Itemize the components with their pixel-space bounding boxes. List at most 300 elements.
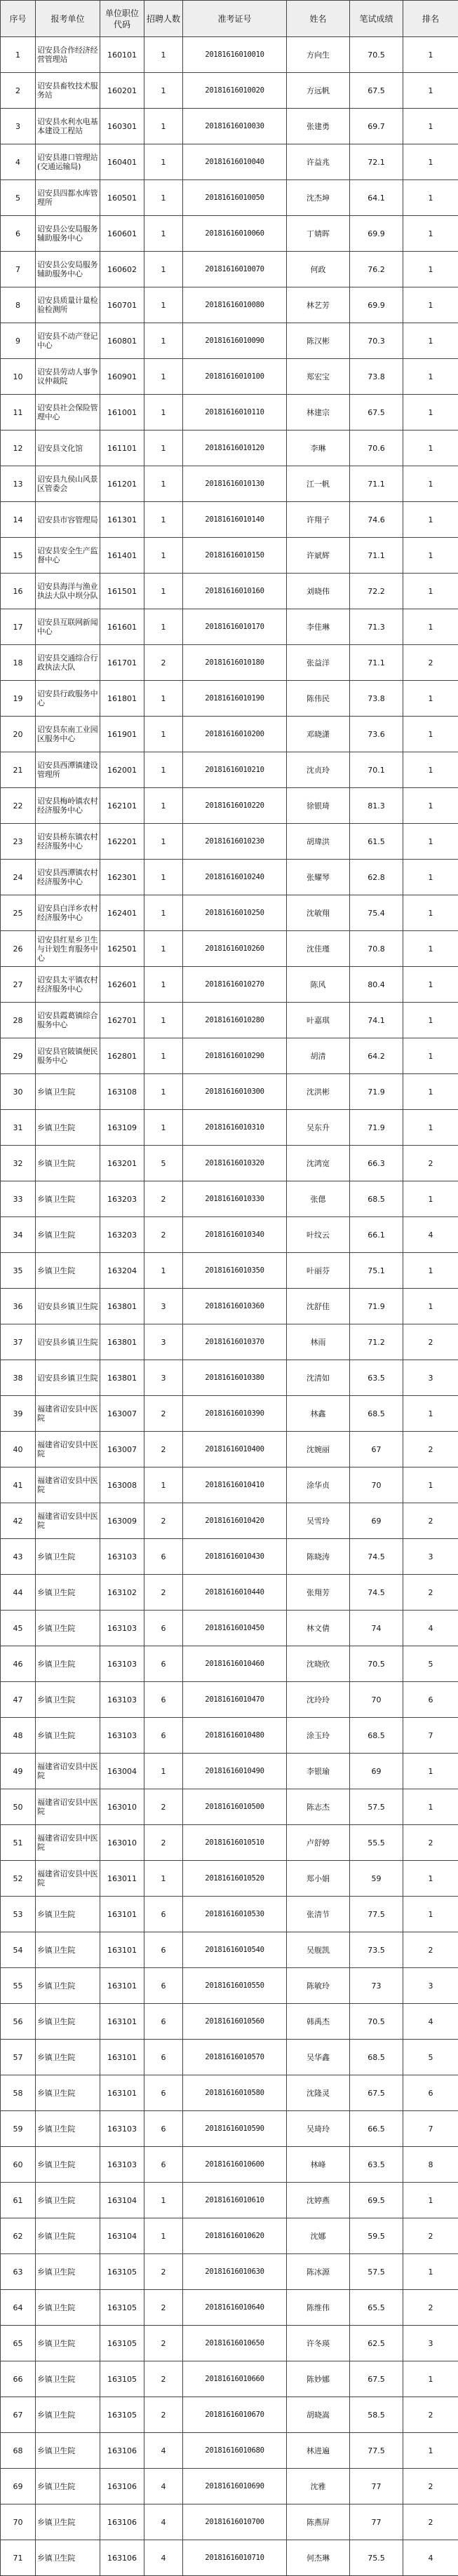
cell-score: 57.5 [350,2254,403,2290]
cell-score: 71.1 [350,538,403,574]
cell-unit: 诏安县乡镇卫生院 [36,1360,100,1396]
cell-rank: 1 [403,538,458,574]
cell-unit: 诏安县安全生产监督中心 [36,538,100,574]
cell-unit: 乡镇卫生院 [36,1646,100,1682]
cell-unit: 诏安县质量计量检验检测所 [36,287,100,323]
cell-rank: 6 [403,2075,458,2111]
cell-seq: 9 [1,323,36,359]
cell-name: 沈舒佳 [287,1289,350,1324]
cell-seq: 34 [1,1217,36,1253]
cell-ticket-no: 20181616010660 [183,2361,287,2397]
cell-unit: 福建省诏安县中医院 [36,1432,100,1467]
table-row [1,824,458,860]
cell-hire-count: 2 [144,1825,183,1861]
cell-seq: 69 [1,2469,36,2504]
cell-hire-count: 2 [144,1181,183,1217]
cell-unit: 乡镇卫生院 [36,2504,100,2540]
cell-ticket-no: 20181616010510 [183,1825,287,1861]
cell-position-code: 160201 [100,73,144,109]
cell-name: 张翔芳 [287,1575,350,1611]
cell-ticket-no: 20181616010610 [183,2183,287,2218]
table-row [1,2290,458,2326]
cell-ticket-no: 20181616010200 [183,717,287,752]
cell-seq: 2 [1,73,36,109]
cell-ticket-no: 20181616010470 [183,1682,287,1718]
cell-hire-count: 4 [144,2433,183,2469]
cell-score: 70.5 [350,2004,403,2040]
cell-position-code: 163103 [100,1718,144,1754]
cell-hire-count: 4 [144,2540,183,2576]
cell-score: 68.5 [350,1396,403,1432]
cell-score: 64.1 [350,180,403,216]
cell-score: 71.1 [350,466,403,502]
table-row [1,395,458,431]
cell-name: 林建宗 [287,395,350,431]
cell-position-code: 163102 [100,1575,144,1611]
cell-position-code: 163101 [100,1932,144,1968]
cell-unit: 乡镇卫生院 [36,1611,100,1646]
cell-name: 陈伟民 [287,681,350,717]
cell-seq: 12 [1,431,36,466]
cell-name: 方远帆 [287,73,350,109]
cell-name: 林进遍 [287,2433,350,2469]
cell-score: 62.8 [350,860,403,895]
cell-name: 何杰琳 [287,2540,350,2576]
cell-name: 沈敏翔 [287,895,350,931]
cell-score: 66.1 [350,1217,403,1253]
cell-ticket-no: 20181616010300 [183,1074,287,1110]
cell-ticket-no: 20181616010250 [183,895,287,931]
cell-position-code: 163106 [100,2433,144,2469]
cell-rank: 3 [403,2326,458,2361]
cell-hire-count: 1 [144,144,183,180]
cell-unit: 乡镇卫生院 [36,1575,100,1611]
cell-score: 68.5 [350,1181,403,1217]
cell-ticket-no: 20181616010450 [183,1611,287,1646]
cell-rank: 2 [403,2218,458,2254]
cell-rank: 1 [403,2433,458,2469]
cell-unit: 福建省诏安县中医院 [36,1825,100,1861]
cell-ticket-no: 20181616010120 [183,431,287,466]
cell-hire-count: 2 [144,1432,183,1467]
cell-name: 李琳 [287,431,350,466]
cell-score: 62.5 [350,2326,403,2361]
table-row [1,1003,458,1038]
cell-seq: 62 [1,2218,36,2254]
cell-score: 74.6 [350,502,403,538]
cell-position-code: 163010 [100,1825,144,1861]
cell-ticket-no: 20181616010310 [183,1110,287,1146]
cell-rank: 1 [403,752,458,788]
cell-name: 沈洪彬 [287,1074,350,1110]
table-row [1,788,458,824]
cell-rank: 1 [403,967,458,1003]
cell-hire-count: 1 [144,2183,183,2218]
cell-unit: 诏安县劳动人事争议仲裁院 [36,359,100,395]
cell-unit: 诏安县交通综合行政执法大队 [36,645,100,681]
cell-seq: 23 [1,824,36,860]
cell-rank: 1 [403,895,458,931]
cell-seq: 13 [1,466,36,502]
cell-name: 林文倩 [287,1611,350,1646]
cell-score: 70.8 [350,931,403,967]
cell-seq: 18 [1,645,36,681]
cell-hire-count: 1 [144,216,183,252]
table-row [1,1754,458,1789]
cell-score: 67.5 [350,2075,403,2111]
cell-rank: 1 [403,1074,458,1110]
table-row [1,109,458,144]
cell-hire-count: 1 [144,323,183,359]
cell-unit: 乡镇卫生院 [36,1110,100,1146]
cell-unit: 诏安县港口管理站(交通运输局) [36,144,100,180]
cell-rank: 1 [403,574,458,609]
cell-rank: 1 [403,1110,458,1146]
cell-score: 69.5 [350,2183,403,2218]
cell-position-code: 161001 [100,395,144,431]
cell-rank: 2 [403,1432,458,1467]
cell-seq: 36 [1,1289,36,1324]
cell-score: 77.5 [350,1897,403,1932]
cell-ticket-no: 20181616010460 [183,1646,287,1682]
cell-score: 70 [350,1682,403,1718]
cell-unit: 乡镇卫生院 [36,1932,100,1968]
cell-score: 80.4 [350,967,403,1003]
cell-rank: 1 [403,1181,458,1217]
cell-position-code: 161501 [100,574,144,609]
cell-rank: 1 [403,824,458,860]
cell-seq: 39 [1,1396,36,1432]
cell-rank: 1 [403,395,458,431]
cell-position-code: 161301 [100,502,144,538]
cell-position-code: 162301 [100,860,144,895]
cell-ticket-no: 20181616010680 [183,2433,287,2469]
table-row [1,2111,458,2147]
cell-unit: 诏安县互联网新闻中心 [36,609,100,645]
cell-ticket-no: 20181616010080 [183,287,287,323]
cell-rank: 2 [403,2397,458,2433]
cell-unit: 诏安县行政服务中心 [36,681,100,717]
cell-position-code: 163203 [100,1181,144,1217]
table-row [1,2433,458,2469]
cell-hire-count: 4 [144,2469,183,2504]
table-row [1,538,458,574]
cell-rank: 2 [403,1575,458,1611]
cell-unit: 诏安县市容管理局 [36,502,100,538]
cell-score: 71.9 [350,1289,403,1324]
cell-unit: 福建省诏安县中医院 [36,1467,100,1503]
cell-name: 沈清如 [287,1360,350,1396]
cell-position-code: 161801 [100,681,144,717]
table-row [1,2361,458,2397]
cell-ticket-no: 20181616010060 [183,216,287,252]
cell-ticket-no: 20181616010440 [183,1575,287,1611]
cell-seq: 57 [1,2040,36,2075]
cell-ticket-no: 20181616010390 [183,1396,287,1432]
cell-hire-count: 6 [144,1539,183,1575]
cell-position-code: 163101 [100,1968,144,2004]
cell-rank: 1 [403,1396,458,1432]
cell-score: 75.4 [350,895,403,931]
cell-seq: 28 [1,1003,36,1038]
cell-name: 郑小娟 [287,1861,350,1897]
cell-rank: 1 [403,109,458,144]
cell-score: 70 [350,1467,403,1503]
table-row [1,1932,458,1968]
cell-hire-count: 1 [144,37,183,73]
cell-ticket-no: 20181616010400 [183,1432,287,1467]
cell-seq: 8 [1,287,36,323]
table-row [1,359,458,395]
cell-name: 林峰 [287,2147,350,2183]
cell-hire-count: 2 [144,1503,183,1539]
cell-name: 徐银琦 [287,788,350,824]
cell-hire-count: 6 [144,2075,183,2111]
cell-unit: 乡镇卫生院 [36,1968,100,2004]
cell-seq: 67 [1,2397,36,2433]
cell-score: 76.2 [350,252,403,287]
cell-ticket-no: 20181616010100 [183,359,287,395]
cell-unit: 诏安县海洋与渔业执法大队中坝分队 [36,574,100,609]
cell-unit: 乡镇卫生院 [36,1682,100,1718]
cell-score: 58.5 [350,2397,403,2433]
cell-score: 69.9 [350,216,403,252]
cell-seq: 19 [1,681,36,717]
cell-name: 陈冰源 [287,2254,350,2290]
cell-name: 陈晓涛 [287,1539,350,1575]
cell-score: 61.5 [350,824,403,860]
cell-ticket-no: 20181616010130 [183,466,287,502]
cell-rank: 1 [403,252,458,287]
cell-ticket-no: 20181616010490 [183,1754,287,1789]
table-body [1,37,458,2576]
cell-seq: 47 [1,1682,36,1718]
cell-position-code: 163101 [100,2004,144,2040]
cell-ticket-no: 20181616010500 [183,1789,287,1825]
cell-seq: 10 [1,359,36,395]
cell-seq: 66 [1,2361,36,2397]
cell-unit: 诏安县畜牧技术服务站 [36,73,100,109]
cell-ticket-no: 20181616010050 [183,180,287,216]
cell-unit: 乡镇卫生院 [36,2361,100,2397]
cell-unit: 福建省诏安县中医院 [36,1503,100,1539]
table-row [1,2147,458,2183]
cell-seq: 21 [1,752,36,788]
cell-hire-count: 1 [144,1754,183,1789]
cell-rank: 1 [403,287,458,323]
cell-score: 65.5 [350,2290,403,2326]
cell-hire-count: 1 [144,752,183,788]
cell-rank: 4 [403,1611,458,1646]
cell-position-code: 163103 [100,1646,144,1682]
cell-seq: 14 [1,502,36,538]
cell-rank: 1 [403,466,458,502]
table-row [1,1611,458,1646]
cell-unit: 乡镇卫生院 [36,1539,100,1575]
cell-rank: 1 [403,180,458,216]
cell-score: 71.9 [350,1110,403,1146]
cell-position-code: 163105 [100,2397,144,2433]
cell-ticket-no: 20181616010210 [183,752,287,788]
cell-score: 72.2 [350,574,403,609]
cell-name: 陈汉彬 [287,323,350,359]
cell-rank: 2 [403,2290,458,2326]
cell-ticket-no: 20181616010670 [183,2397,287,2433]
cell-ticket-no: 20181616010160 [183,574,287,609]
cell-position-code: 163106 [100,2540,144,2576]
cell-ticket-no: 20181616010480 [183,1718,287,1754]
table-row [1,2183,458,2218]
cell-score: 71.9 [350,1074,403,1110]
cell-ticket-no: 20181616010590 [183,2111,287,2147]
cell-score: 73.8 [350,681,403,717]
table-row [1,2397,458,2433]
cell-unit: 诏安县桥东镇农村经济服务中心 [36,824,100,860]
cell-position-code: 163104 [100,2218,144,2254]
cell-unit: 福建省诏安县中医院 [36,1754,100,1789]
cell-rank: 7 [403,1718,458,1754]
cell-score: 70.3 [350,323,403,359]
cell-rank: 2 [403,2469,458,2504]
cell-unit: 乡镇卫生院 [36,2147,100,2183]
cell-rank: 1 [403,216,458,252]
cell-name: 吴东升 [287,1110,350,1146]
cell-rank: 6 [403,1682,458,1718]
cell-position-code: 161701 [100,645,144,681]
cell-seq: 51 [1,1825,36,1861]
cell-name: 叶纹云 [287,1217,350,1253]
cell-unit: 乡镇卫生院 [36,1146,100,1181]
cell-name: 李佳琳 [287,609,350,645]
cell-hire-count: 1 [144,574,183,609]
cell-score: 68.5 [350,1718,403,1754]
cell-name: 张益洋 [287,645,350,681]
cell-name: 吴华鑫 [287,2040,350,2075]
cell-ticket-no: 20181616010560 [183,2004,287,2040]
cell-seq: 22 [1,788,36,824]
cell-hire-count: 6 [144,1897,183,1932]
cell-seq: 55 [1,1968,36,2004]
cell-ticket-no: 20181616010540 [183,1932,287,1968]
cell-position-code: 163004 [100,1754,144,1789]
cell-seq: 25 [1,895,36,931]
cell-score: 72.1 [350,144,403,180]
cell-seq: 41 [1,1467,36,1503]
table-row [1,717,458,752]
cell-score: 70.5 [350,1646,403,1682]
cell-hire-count: 1 [144,395,183,431]
cell-name: 林雨 [287,1324,350,1360]
cell-position-code: 160901 [100,359,144,395]
cell-position-code: 163103 [100,1682,144,1718]
cell-rank: 1 [403,681,458,717]
header-position-code: 单位职位代码 [100,1,144,37]
table-row [1,1539,458,1575]
cell-ticket-no: 20181616010260 [183,931,287,967]
cell-name: 沈鸿宽 [287,1146,350,1181]
cell-ticket-no: 20181616010170 [183,609,287,645]
cell-unit: 诏安县红星乡卫生与计划生育服务中心 [36,931,100,967]
cell-unit: 诏安县合作经济经营管理站 [36,37,100,73]
cell-hire-count: 6 [144,1718,183,1754]
cell-name: 林艺芳 [287,287,350,323]
cell-position-code: 163007 [100,1432,144,1467]
cell-hire-count: 6 [144,1968,183,2004]
cell-position-code: 163204 [100,1253,144,1289]
cell-ticket-no: 20181616010180 [183,645,287,681]
cell-seq: 70 [1,2504,36,2540]
cell-name: 韩禹杰 [287,2004,350,2040]
cell-hire-count: 2 [144,2290,183,2326]
cell-score: 57.5 [350,1789,403,1825]
cell-position-code: 163103 [100,1611,144,1646]
cell-unit: 诏安县文化馆 [36,431,100,466]
cell-name: 张偲 [287,1181,350,1217]
cell-rank: 1 [403,1467,458,1503]
cell-name: 胡晓嵩 [287,2397,350,2433]
cell-name: 方向生 [287,37,350,73]
cell-hire-count: 1 [144,180,183,216]
cell-seq: 5 [1,180,36,216]
table-row [1,502,458,538]
cell-unit: 乡镇卫生院 [36,1253,100,1289]
cell-unit: 乡镇卫生院 [36,2397,100,2433]
cell-name: 沈婉丽 [287,1432,350,1467]
cell-seq: 29 [1,1038,36,1074]
cell-hire-count: 6 [144,1611,183,1646]
cell-name: 吴琦玲 [287,2111,350,2147]
cell-score: 71.2 [350,1324,403,1360]
header-row [1,1,458,37]
cell-hire-count: 1 [144,1074,183,1110]
cell-position-code: 160301 [100,109,144,144]
cell-rank: 1 [403,1038,458,1074]
cell-score: 71.1 [350,645,403,681]
cell-position-code: 163105 [100,2326,144,2361]
cell-position-code: 163101 [100,2075,144,2111]
cell-hire-count: 6 [144,2147,183,2183]
cell-hire-count: 2 [144,2361,183,2397]
cell-hire-count: 1 [144,609,183,645]
table-row [1,1467,458,1503]
table-row [1,895,458,931]
cell-ticket-no: 20181616010110 [183,395,287,431]
table-row [1,252,458,287]
cell-seq: 60 [1,2147,36,2183]
cell-hire-count: 3 [144,1289,183,1324]
cell-score: 64.2 [350,1038,403,1074]
cell-score: 67.5 [350,395,403,431]
cell-hire-count: 1 [144,1467,183,1503]
cell-ticket-no: 20181616010240 [183,860,287,895]
cell-ticket-no: 20181616010580 [183,2075,287,2111]
cell-ticket-no: 20181616010010 [183,37,287,73]
cell-name: 沈杰坤 [287,180,350,216]
cell-seq: 43 [1,1539,36,1575]
cell-position-code: 160701 [100,287,144,323]
cell-hire-count: 2 [144,1789,183,1825]
cell-unit: 诏安县东南工业园区服务中心 [36,717,100,752]
cell-hire-count: 1 [144,466,183,502]
cell-seq: 30 [1,1074,36,1110]
cell-name: 吴舰凯 [287,1932,350,1968]
cell-seq: 56 [1,2004,36,2040]
cell-unit: 乡镇卫生院 [36,2111,100,2147]
cell-unit: 诏安县官陂镇便民服务中心 [36,1038,100,1074]
table-row [1,1861,458,1897]
cell-position-code: 163007 [100,1396,144,1432]
cell-hire-count: 1 [144,824,183,860]
